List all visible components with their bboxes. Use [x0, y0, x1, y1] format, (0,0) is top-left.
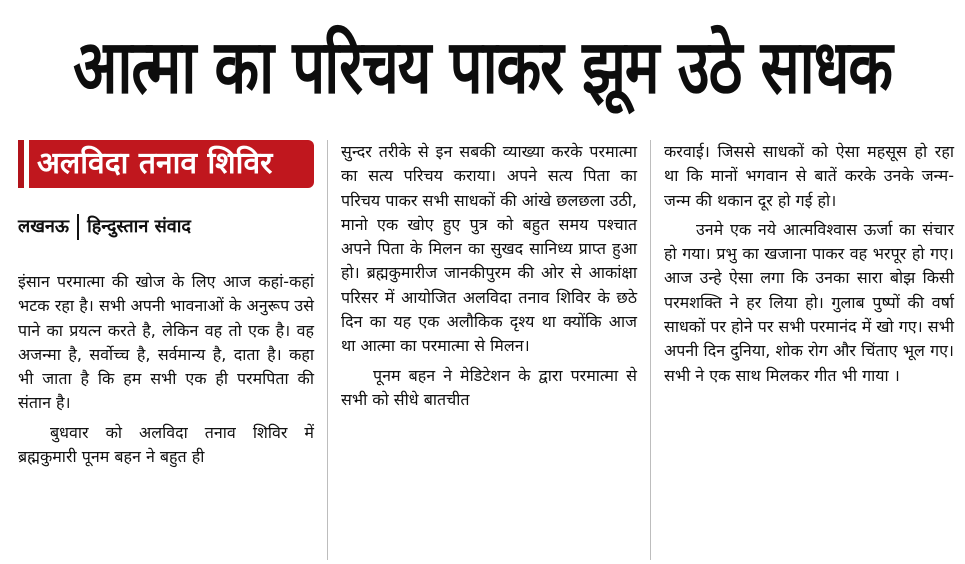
- article-paragraph: पूनम बहन ने मेडिटेशन के द्वारा परमात्मा से सभी को सीधे बातचीत: [341, 365, 637, 409]
- kicker-banner: [18, 140, 314, 188]
- column-divider-1: [327, 140, 328, 560]
- byline: [18, 214, 314, 240]
- headline-area: [0, 8, 965, 118]
- article-paragraph: बुधवार को अलविदा तनाव शिविर में ब्रह्मकुमारी पूनम बहन ने बहुत ही: [18, 422, 314, 467]
- article-column-2: [341, 140, 637, 412]
- byline-city: लखनऊ: [18, 215, 70, 237]
- article-column-1: [18, 140, 314, 469]
- byline-source: हिन्दुस्तान संवाद: [87, 215, 191, 237]
- byline-separator: [77, 214, 79, 240]
- article-paragraph: उनमे एक नये आत्मविश्वास ऊर्जा का संचार हो गया। प्रभु का खजाना पाकर वह भरपूर हो गए। आज उन्हे ऐसा लगा कि उनका सारा बोझ किसी परमशक्ति ने हर लिया हो। गुलाब पुष्पों की वर्षा साधकों पर होने पर सभी परमानंद में खो गए। सभी अपनी दिन दुनिया, शोक रोग और चिंताए भूल गए। सभी ने एक साथ मिलकर गीत भी गाया ।: [664, 219, 954, 385]
- kicker-label: अलविदा तनाव शिविर: [29, 140, 314, 188]
- headline: आत्मा का परिचय पाकर झूम उठे साधक: [73, 22, 892, 110]
- article-paragraph: इंसान परमात्मा की खोज के लिए आज कहां-कहां भटक रहा है। सभी अपनी भावनाओं के अनुरूप उसे पाने का प्रयत्न करते है, लेकिन वह तो एक है। वह अजन्मा है, सर्वोच्च है, सर्वमान्य है, दाता है। कहा भी जाता है कि हम सभी एक ही परमपिता की संतान है।: [18, 272, 314, 413]
- kicker-accent-bar: [18, 140, 24, 188]
- article-paragraph: सुन्दर तरीके से इन सबकी व्याख्या करके परमात्मा का सत्य परिचय कराया। अपने सत्य पिता का परिचय पाकर सभी साधकों की आंखे छलछला उठी, मानो एक खोए हुए पुत्र को बहुत समय पश्चात अपने पिता के मिलन का सुखद सानिध्य प्राप्त हुआ हो। ब्रह्मकुमारीज जानकीपुरम की ओर से आकांक्षा परिसर में आयोजित अलविदा तनाव शिविर के छठे दिन का यह एक अलौकिक दृश्य था क्योंकि आज था आत्मा का परमात्मा से मिलन।: [341, 142, 637, 356]
- column-divider-2: [650, 140, 651, 560]
- article-column-3: [664, 140, 954, 388]
- article-paragraph: करवाई। जिससे साधकों को ऐसा महसूस हो रहा था कि मानों भगवान से बातें करके उनके जन्म-जन्म की थकान दूर हो गई हो।: [664, 142, 954, 210]
